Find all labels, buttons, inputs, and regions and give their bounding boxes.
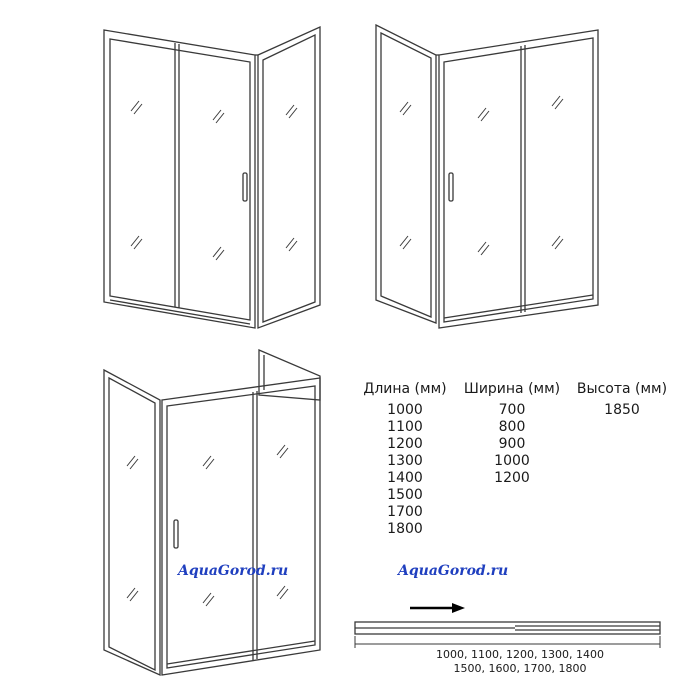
height-column [572, 381, 672, 419]
width-value: 700 [498, 402, 526, 418]
width-header: Ширина (мм) [463, 381, 561, 397]
length-value: 1300 [387, 453, 423, 469]
width-value: 900 [498, 436, 526, 452]
length-value: 1800 [387, 521, 423, 537]
width-value: 1000 [494, 453, 530, 469]
width-column [462, 381, 562, 487]
length-value: 1000 [387, 402, 423, 418]
height-value: 1850 [604, 402, 640, 418]
length-value: 1400 [387, 470, 423, 486]
length-column [360, 381, 450, 538]
width-value: 1200 [494, 470, 530, 486]
top-section-dimension-drawing [355, 622, 660, 648]
length-value: 1100 [387, 419, 423, 435]
width-value: 800 [498, 419, 526, 435]
length-header: Длина (мм) [363, 381, 447, 397]
length-value: 1700 [387, 504, 423, 520]
watermark-left: AquaGorod.ru [178, 563, 289, 579]
length-value: 1200 [387, 436, 423, 452]
shower-enclosure-view-right [376, 25, 598, 328]
dimension-label-line-1: 1000, 1100, 1200, 1300, 1400 [436, 648, 604, 661]
dimension-label-line-2: 1500, 1600, 1700, 1800 [453, 662, 587, 675]
sliding-direction-arrow-icon [410, 603, 465, 613]
shower-enclosure-view-front [104, 350, 320, 675]
shower-enclosure-view-left [104, 27, 320, 328]
watermark-right: AquaGorod.ru [398, 563, 509, 579]
height-header: Высота (мм) [576, 381, 668, 397]
length-value: 1500 [387, 487, 423, 503]
